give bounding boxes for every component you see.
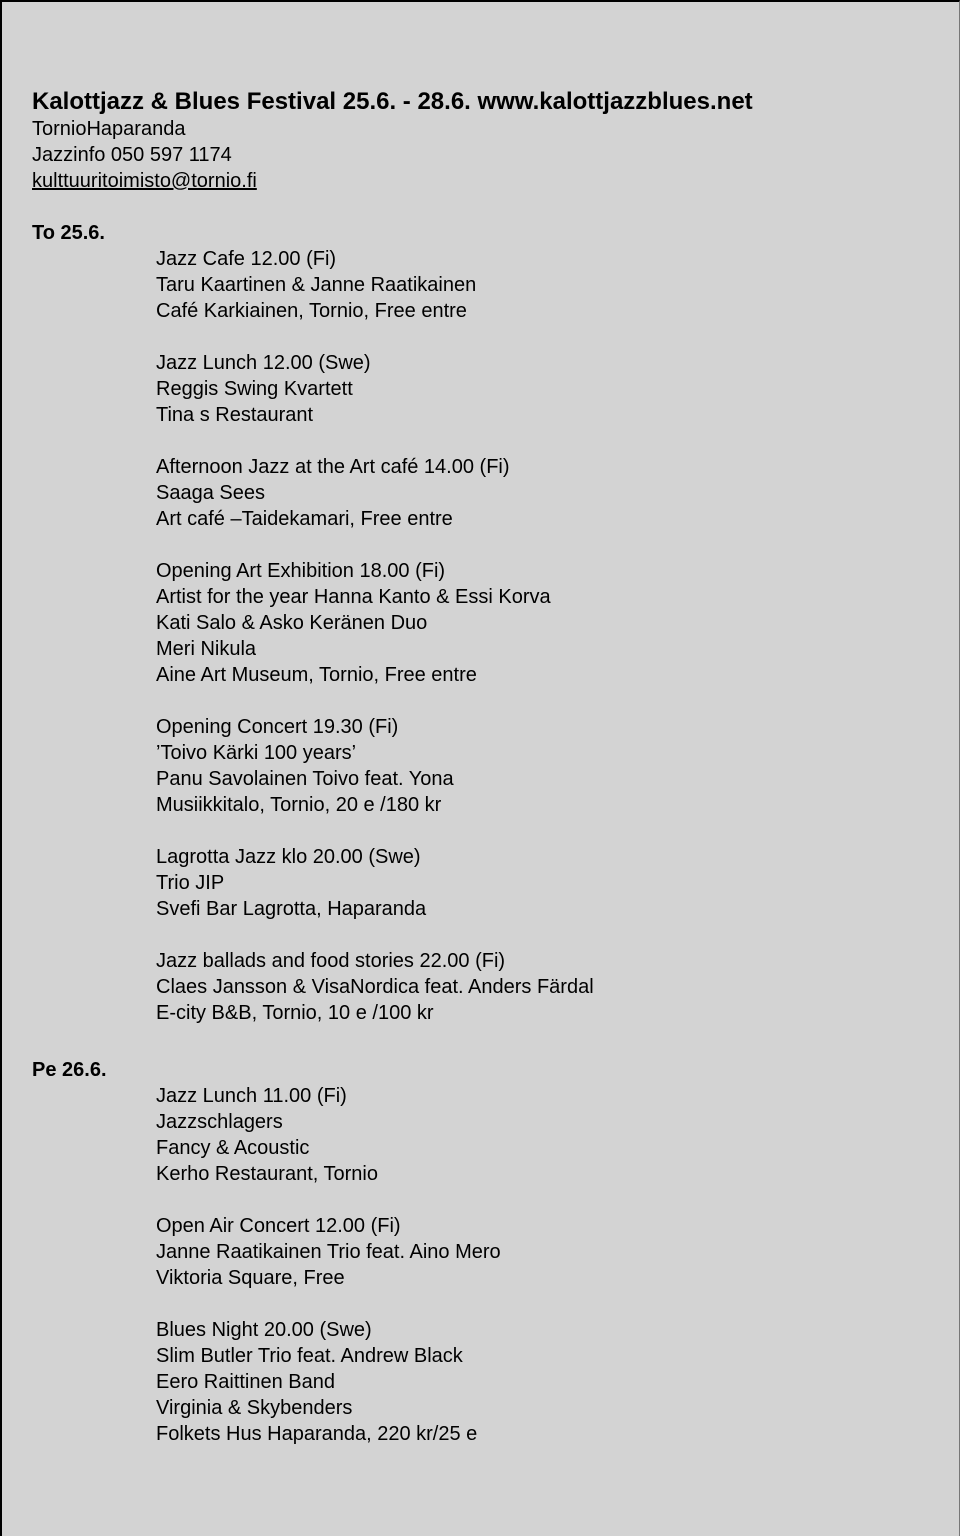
event-block bbox=[156, 1083, 936, 1187]
event-venue: Kerho Restaurant, Tornio bbox=[156, 1163, 378, 1185]
event-venue: Musiikkitalo, Tornio, 20 e /180 kr bbox=[156, 794, 442, 816]
event-block bbox=[156, 844, 936, 922]
event-line: Taru Kaartinen & Janne Raatikainen bbox=[156, 274, 477, 296]
event-venue: Tina s Restaurant bbox=[156, 404, 314, 426]
event-line: Kati Salo & Asko Keränen Duo bbox=[156, 612, 428, 634]
contact-email-link[interactable]: kulttuuritoimisto@tornio.fi bbox=[32, 170, 257, 192]
day-events-friday bbox=[156, 1083, 936, 1473]
event-block bbox=[156, 350, 936, 428]
event-block bbox=[156, 454, 936, 532]
event-title: Open Air Concert 12.00 (Fi) bbox=[156, 1215, 401, 1237]
day-events-thursday bbox=[156, 246, 936, 1052]
event-line: Eero Raittinen Band bbox=[156, 1371, 336, 1393]
event-title: Jazz Lunch 12.00 (Swe) bbox=[156, 352, 371, 374]
event-block bbox=[156, 1317, 936, 1447]
event-venue: Viktoria Square, Free bbox=[156, 1267, 345, 1289]
event-title: Opening Art Exhibition 18.00 (Fi) bbox=[156, 560, 446, 582]
day-label-friday: Pe 26.6. bbox=[32, 1059, 107, 1081]
event-block bbox=[156, 558, 936, 688]
festival-title: Kalottjazz & Blues Festival 25.6. - 28.6. www.kalottjazzblues.net bbox=[32, 88, 753, 115]
event-line: Slim Butler Trio feat. Andrew Black bbox=[156, 1345, 463, 1367]
event-venue: Folkets Hus Haparanda, 220 kr/25 e bbox=[156, 1423, 478, 1445]
event-line: ’Toivo Kärki 100 years’ bbox=[156, 742, 357, 764]
event-title: Jazz Cafe 12.00 (Fi) bbox=[156, 248, 337, 270]
event-line: Virginia & Skybenders bbox=[156, 1397, 353, 1419]
event-block bbox=[156, 948, 936, 1026]
event-venue: Café Karkiainen, Tornio, Free entre bbox=[156, 300, 467, 322]
event-title: Lagrotta Jazz klo 20.00 (Swe) bbox=[156, 846, 421, 868]
event-block bbox=[156, 246, 936, 324]
event-line: Janne Raatikainen Trio feat. Aino Mero bbox=[156, 1241, 501, 1263]
event-title: Opening Concert 19.30 (Fi) bbox=[156, 716, 399, 738]
event-line: Claes Jansson & VisaNordica feat. Anders Färdal bbox=[156, 976, 594, 998]
event-title: Afternoon Jazz at the Art café 14.00 (Fi) bbox=[156, 456, 510, 478]
event-block bbox=[156, 1213, 936, 1291]
event-line: Reggis Swing Kvartett bbox=[156, 378, 353, 400]
event-title: Jazz ballads and food stories 22.00 (Fi) bbox=[156, 950, 506, 972]
event-venue: Art café –Taidekamari, Free entre bbox=[156, 508, 453, 530]
event-line: Saaga Sees bbox=[156, 482, 265, 504]
day-label-thursday: To 25.6. bbox=[32, 222, 105, 244]
festival-header bbox=[32, 88, 753, 194]
event-line: Fancy & Acoustic bbox=[156, 1137, 310, 1159]
event-venue: E-city B&B, Tornio, 10 e /100 kr bbox=[156, 1002, 434, 1024]
event-line: Artist for the year Hanna Kanto & Essi Korva bbox=[156, 586, 551, 608]
festival-city: TornioHaparanda bbox=[32, 118, 186, 140]
event-venue: Svefi Bar Lagrotta, Haparanda bbox=[156, 898, 427, 920]
event-title: Blues Night 20.00 (Swe) bbox=[156, 1319, 372, 1341]
event-block bbox=[156, 714, 936, 818]
event-title: Jazz Lunch 11.00 (Fi) bbox=[156, 1085, 347, 1107]
event-line: Jazzschlagers bbox=[156, 1111, 283, 1133]
event-line: Trio JIP bbox=[156, 872, 225, 894]
event-line: Panu Savolainen Toivo feat. Yona bbox=[156, 768, 454, 790]
event-venue: Aine Art Museum, Tornio, Free entre bbox=[156, 664, 477, 686]
event-line: Meri Nikula bbox=[156, 638, 257, 660]
jazz-info-phone: Jazzinfo 050 597 1174 bbox=[32, 144, 232, 166]
